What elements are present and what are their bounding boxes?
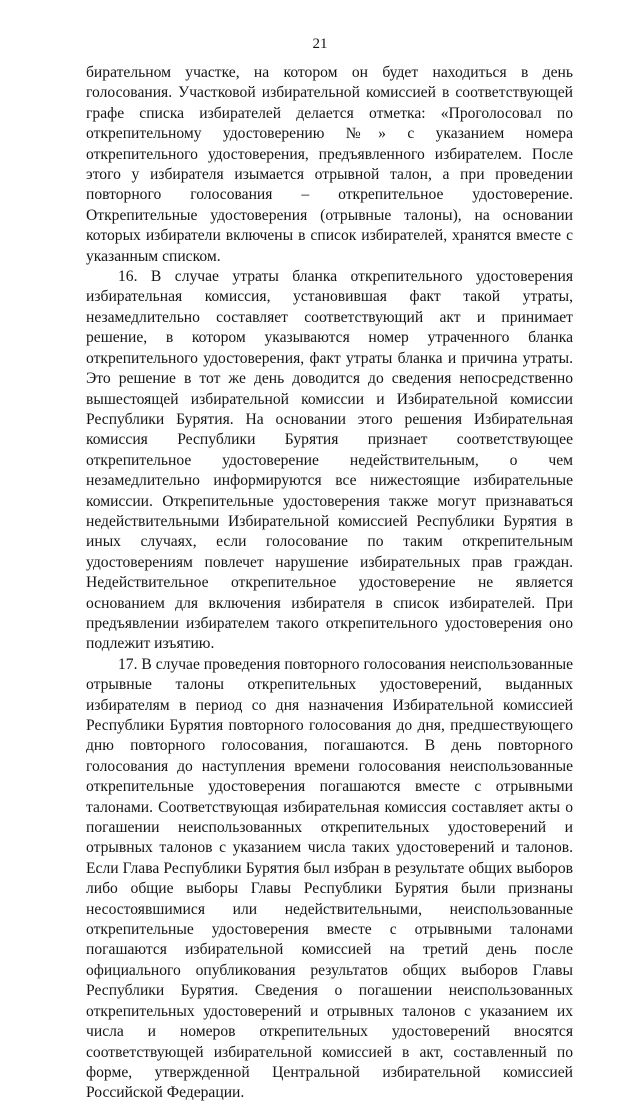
paragraph-16: 16. В случае утраты бланка открепительного удостоверения избирательная комиссия, установившая факт такой утраты, незамедлительно составляет соответствующий акт и принимает решение, в котором указываются номер утраченного бланка открепительного удостоверения, факт утраты бланка и причина утраты. Это решение в тот же день доводится до сведения непосредственно вышестоящей избирательной комиссии и Избирательной комиссии Республики Бурятия. На основании этого решения Избирательная комиссия Республики Бурятия признает соответствующее открепительное удостоверение недействительным, о чем незамедлительно информируются все нижестоящие избирательные комиссии. Открепительные удостоверения также могут признаваться недействительными Избирательной комиссией Республики Бурятия в иных случаях, если голосование по таким открепительным удостоверениям повлечет нарушение избирательных прав граждан. Недействительное открепительное удостоверение не является основанием для включения избирателя в список избирателей. При предъявлении избирателем такого открепительного удостоверения оно подлежит изъятию. bbox=[86, 268, 573, 653]
page-number: 21 bbox=[312, 36, 328, 52]
document-body bbox=[86, 63, 573, 1104]
paragraph-17: 17. В случае проведения повторного голосования неиспользованные отрывные талоны открепительных удостоверений, выданных избирателям в период со дня назначения Избирательной комиссией Республики Бурятия повторного голосования до дня, предшествующего дню повторного голосования, погашаются. В день повторного голосования до наступления времени голосования неиспользованные открепительные удостоверения погашаются вместе с отрывными талонами. Соответствующая избирательная комиссия составляет акты о погашении неиспользованных открепительных удостоверений и отрывных талонов с указанием числа таких удостоверений и талонов. Если Глава Республики Бурятия был избран в результате общих выборов либо общие выборы Главы Республики Бурятия были признаны несостоявшимися или недействительными, неиспользованные открепительные удостоверения вместе с отрывными талонами погашаются избирательной комиссией на третий день после официального опубликования результатов общих выборов Главы Республики Бурятия. Сведения о погашении неиспользованных открепительных удостоверений и отрывных талонов с указанием их числа и номеров открепительных удостоверений вносятся соответствующей избирательной комиссией в акт, составленный по форме, утвержденной Центральной избирательной комиссией Российской Федерации. bbox=[86, 655, 573, 1102]
paragraph-continuation: бирательном участке, на котором он будет находиться в день голосования. Участковой избирательной комиссией в соответствующей графе списка избирателей делается отметка: «Проголосовал по открепительному удостоверению №» с указанием номера открепительного удостоверения, предъявленного избирателем. После этого у избирателя изымается отрывной талон, а при проведении повторного голосования – открепительное удостоверение. Открепительные удостоверения (отрывные талоны), на основании которых избиратели включены в список избирателей, хранятся вместе с указанным списком. bbox=[86, 64, 573, 265]
